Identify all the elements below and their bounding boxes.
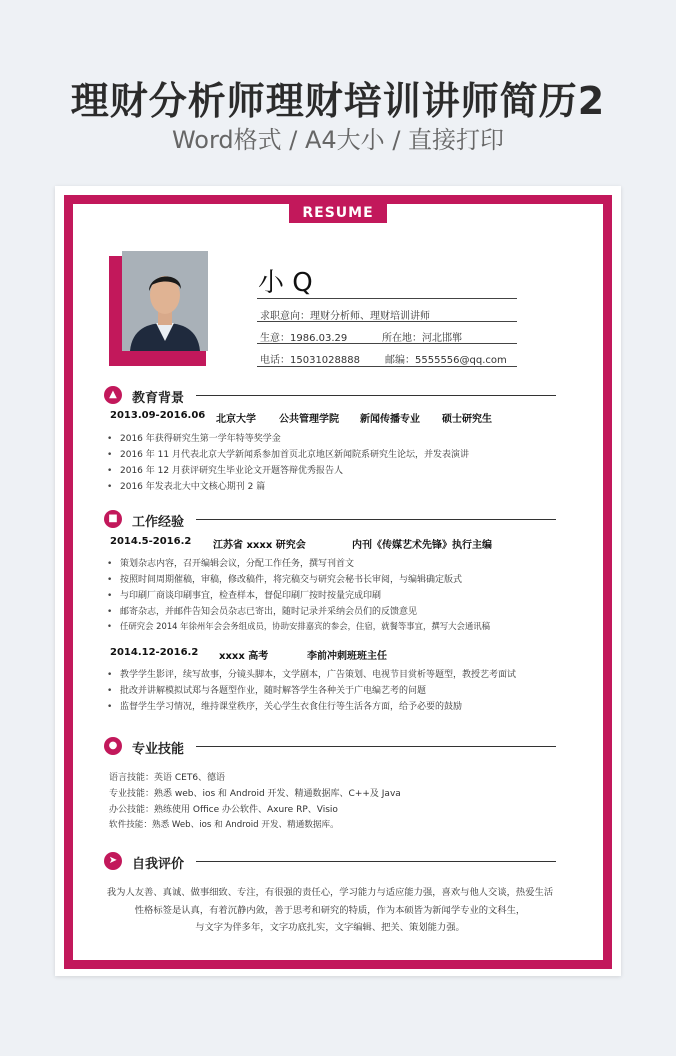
list-item: • 2016 年 12 月获评研究生毕业论文开题答辩优秀报告人	[107, 463, 343, 476]
skill-item: 语言技能：英语 CET6、德语	[109, 773, 226, 783]
list-item: • 2016 年 11 月代表北京大学新闻系参加首页北京地区新闻院系研究生论坛，并发表演讲	[107, 447, 469, 460]
divider	[257, 321, 517, 322]
section-title: 工作经验	[132, 515, 185, 530]
job-org: xxxx 高考	[219, 651, 269, 662]
job-period: 2014.5-2016.2	[110, 536, 192, 547]
self-eval-section-header	[104, 852, 556, 870]
list-item: • 教学学生影评，续写故事，分镜头脚本，文学剧本，广告策划、电视节目赏析等题型，教授艺考面试	[107, 667, 516, 680]
list-item: • 策划杂志内容，召开编辑会议，分配工作任务，撰写刊首文	[107, 556, 354, 569]
candidate-name: 小 Q	[258, 268, 313, 298]
birthday: 生意：1986.03.29	[260, 333, 348, 344]
resume-paper	[55, 186, 621, 976]
briefcase-icon: ■	[104, 510, 122, 528]
list-item: • 按照时间周期催稿，审稿，修改稿件，将完稿交与研究会秘书长审阅，与编辑确定版式	[107, 572, 462, 585]
divider	[257, 298, 517, 299]
divider	[257, 343, 517, 344]
profile-photo	[122, 251, 208, 351]
edu-major: 新闻传播专业	[360, 414, 420, 425]
edu-college: 公共管理学院	[279, 414, 339, 425]
section-rule	[196, 519, 556, 520]
edu-school: 北京大学	[216, 414, 256, 425]
section-rule	[196, 395, 556, 396]
work-section-header	[104, 510, 556, 528]
page-subtitle: Word格式 / A4大小 / 直接打印	[171, 126, 505, 154]
skill-item: 办公技能：熟练使用 Office 办公软件、Axure RP、Visio	[109, 805, 338, 815]
list-item: • 2016 年发表北大中文核心期刊 2 篇	[107, 479, 265, 492]
list-item: • 与印刷厂商谈印刷事宜，检查样本，督促印刷厂按时按量完成印刷	[107, 588, 381, 601]
section-title: 自我评价	[132, 857, 185, 872]
education-section-header	[104, 386, 556, 404]
location: 所在地：河北邯郸	[382, 333, 462, 344]
self-eval-line: 我为人友善、真诚、做事细致、专注，有很强的责任心，学习能力与适应能力强，喜欢与他人交谈，热爱生活	[106, 887, 554, 898]
edu-degree: 硕士研究生	[442, 414, 492, 425]
list-item: • 2016 年获得研究生第一学年特等奖学金	[107, 431, 281, 444]
list-item: • 任研究会 2014 年徐州年会会务组成员，协助安排嘉宾的参会，住宿，就餐等事宜，撰写大会通讯稿	[107, 620, 490, 632]
paper-plane-icon: ➤	[104, 852, 122, 870]
list-item: • 监督学生学习情况，维持课堂秩序，关心学生衣食住行等生活各方面，给予必要的鼓励	[107, 699, 462, 712]
section-rule	[196, 861, 556, 862]
skills-section-header	[104, 737, 556, 755]
page-title: 理财分析师理财培训讲师简历2	[70, 79, 606, 123]
list-item: • 邮寄杂志，并邮件告知会员杂志已寄出，随时记录并采纳会员们的反馈意见	[107, 604, 417, 617]
job-intent: 求职意向：理财分析师、理财培训讲师	[260, 311, 430, 322]
job-role: 内刊《传媒艺术先锋》执行主编	[352, 540, 492, 551]
phone: 电话：15031028888	[260, 355, 360, 366]
graduation-cap-icon: ▲	[104, 386, 122, 404]
email: 邮编：5555556@qq.com	[385, 355, 507, 366]
edu-period: 2013.09-2016.06	[110, 410, 206, 421]
job-period: 2014.12-2016.2	[110, 647, 199, 658]
divider	[257, 366, 517, 367]
self-eval-line: 与文字为伴多年，文字功底扎实，文字编辑、把关、策划能力强。	[195, 922, 465, 933]
self-eval-line: 性格标签是认真，有着沉静内敛，善于思考和研究的特质，作为本硕皆为新闻学专业的文科生，	[134, 905, 526, 916]
section-rule	[196, 746, 556, 747]
section-title: 专业技能	[132, 742, 185, 757]
section-title: 教育背景	[132, 391, 185, 406]
person-icon: ●	[104, 737, 122, 755]
skill-item: 软件技能：熟悉 Web、ios 和 Android 开发、精通数据库。	[109, 820, 339, 830]
job-role: 李前冲刺班班主任	[307, 651, 387, 662]
job-org: 江苏省 xxxx 研究会	[213, 540, 306, 551]
resume-tag: RESUME	[289, 203, 387, 223]
skill-item: 专业技能：熟悉 web、ios 和 Android 开发、精通数据库、C++及 Java	[109, 789, 401, 799]
list-item: • 批改并讲解模拟试郑与各题型作业，随时解答学生各种关于广电编艺考的问题	[107, 683, 426, 696]
